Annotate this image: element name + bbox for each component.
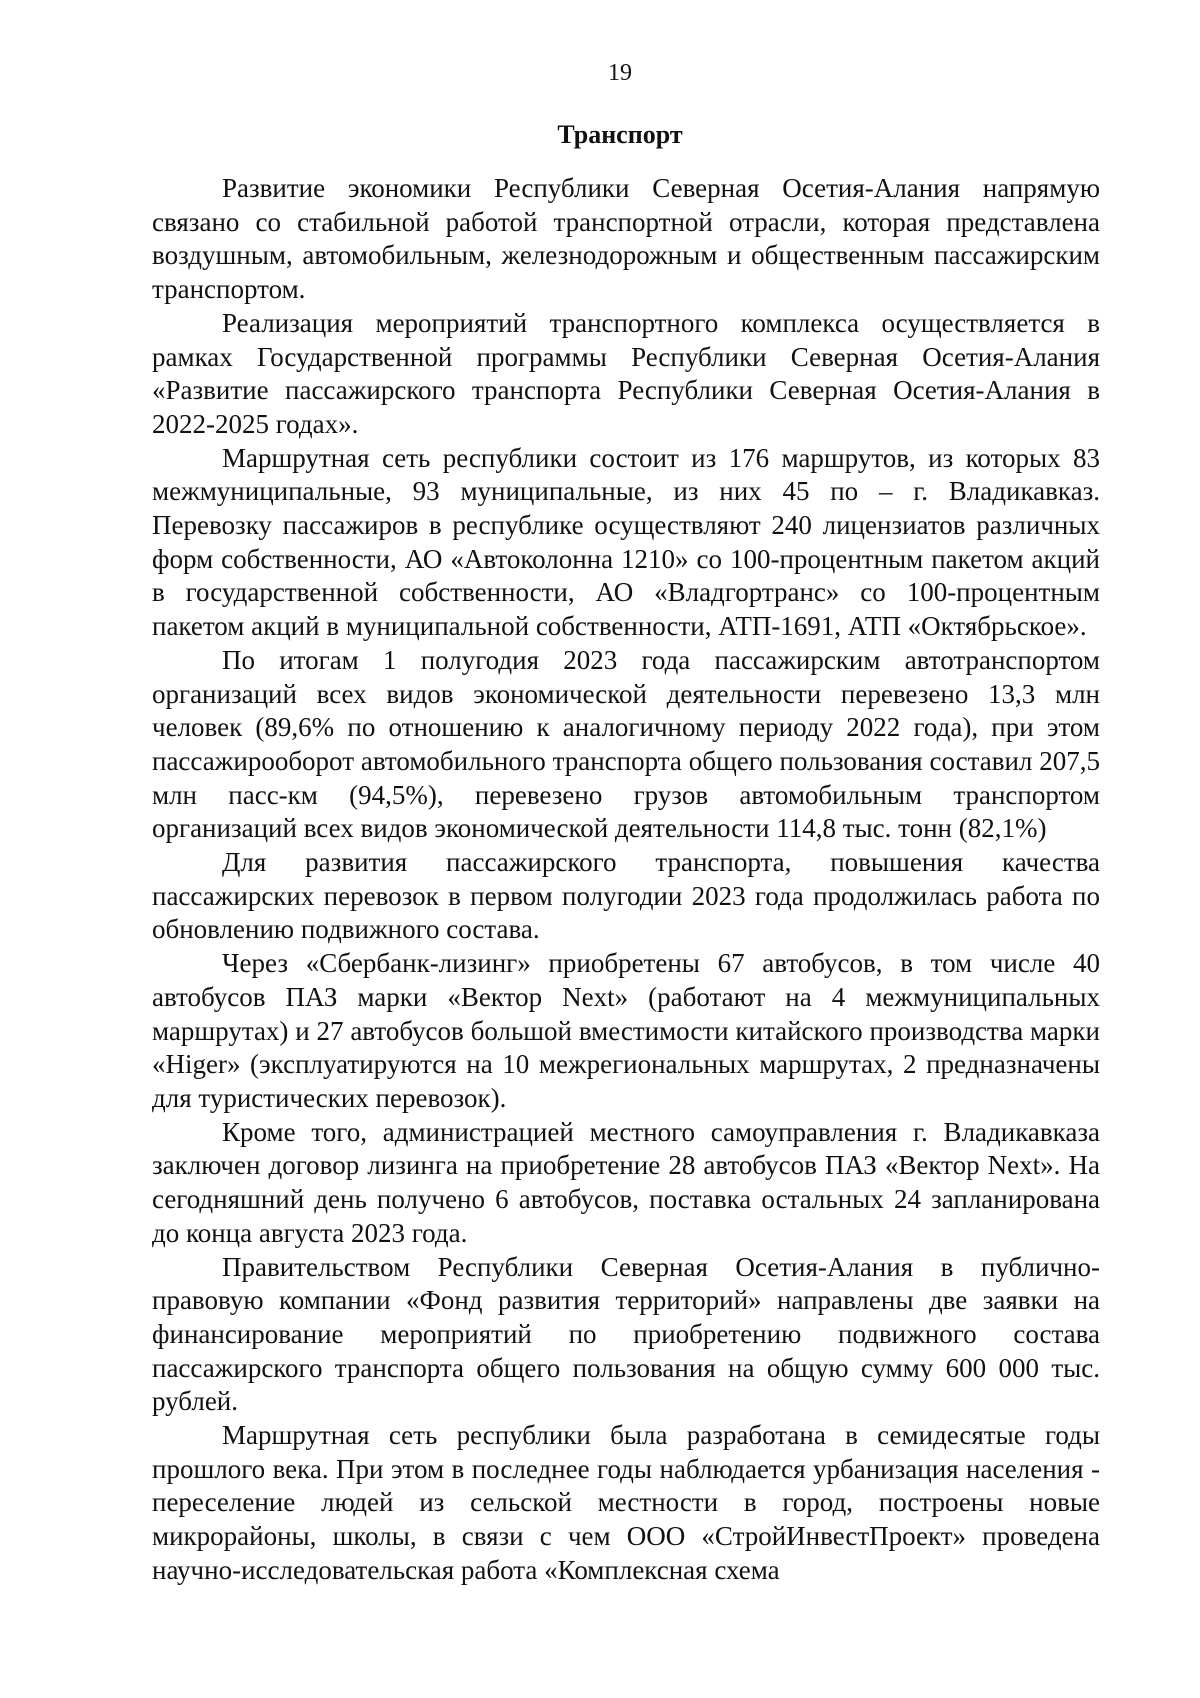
paragraph-5: Для развития пассажирского транспорта, повышения качества пассажирских перевозок в первом полугодии 2023 года продолжилась работа по обновлению подвижного состава. bbox=[152, 847, 1100, 945]
paragraph-8: Правительством Республики Северная Осетия-Алания в публично-правовую компании «Фонд развития территорий» направлены две заявки на финансирование мероприятий по приобретению подвижного состава пассажирского транспорта общего пользования на общую сумму 600 000 тыс. рублей. bbox=[152, 1251, 1100, 1417]
section-title: Транспорт bbox=[557, 120, 683, 149]
paragraph-6: Через «Сбербанк-лизинг» приобретены 67 автобусов, в том числе 40 автобусов ПАЗ марки «Вектор Next» (работают на 4 межмуниципальных маршрутах) и 27 автобусов большой вместимости китайского производства марки «Higer» (эксплуатируются на 10 межрегиональных маршрутах, 2 предназначены для туристических перевозок). bbox=[152, 948, 1100, 1113]
paragraph-4: По итогам 1 полугодия 2023 года пассажирским автотранспортом организаций всех видов экономической деятельности перевезено 13,3 млн человек (89,6% по отношению к аналогичному периоду 2022 года), при этом пассажирооборот автомобильного транспорта общего пользования составил 207,5 млн пасс-км (94,5%), перевезено грузов автомобильным транспортом организаций всех видов экономической деятельности 114,8 тыс. тонн (82,1%) bbox=[152, 644, 1100, 844]
body-text bbox=[152, 172, 1100, 1588]
paragraph-9: Маршрутная сеть республики была разработана в семидесятые годы прошлого века. При этом в последнее годы наблюдается урбанизация населения - переселение людей из сельской местности в город, построены новые микрорайоны, школы, в связи с чем ООО «СтройИнвестПроект» проведена научно-исследовательская работа «Комплексная схема bbox=[152, 1420, 1100, 1585]
paragraph-7: Кроме того, администрацией местного самоуправления г. Владикавказа заключен договор лизинга на приобретение 28 автобусов ПАЗ «Вектор Next». На сегодняшний день получено 6 автобусов, поставка остальных 24 запланирована до конца августа 2023 года. bbox=[152, 1116, 1100, 1248]
paragraph-2: Реализация мероприятий транспортного комплекса осуществляется в рамках Государственной программы Республики Северная Осетия-Алания «Развитие пассажирского транспорта Республики Северная Осетия-Алания в 2022-2025 годах». bbox=[152, 307, 1100, 439]
page-number: 19 bbox=[608, 60, 632, 86]
paragraph-3: Маршрутная сеть республики состоит из 176 маршрутов, из которых 83 межмуниципальные, 93 муниципальные, из них 45 по – г. Владикавказ. Перевозку пассажиров в республике осуществляют 240 лицензиатов различных форм собственности, АО «Автоколонна 1210» со 100-процентным пакетом акций в государственной собственности, АО «Владгортранс» со 100-процентным пакетом акций в муниципальной собственности, АТП-1691, АТП «Октябрьское». bbox=[152, 442, 1100, 642]
paragraph-1: Развитие экономики Республики Северная Осетия-Алания напрямую связано со стабильной работой транспортной отрасли, которая представлена воздушным, автомобильным, железнодорожным и общественным пассажирским транспортом. bbox=[152, 173, 1100, 305]
